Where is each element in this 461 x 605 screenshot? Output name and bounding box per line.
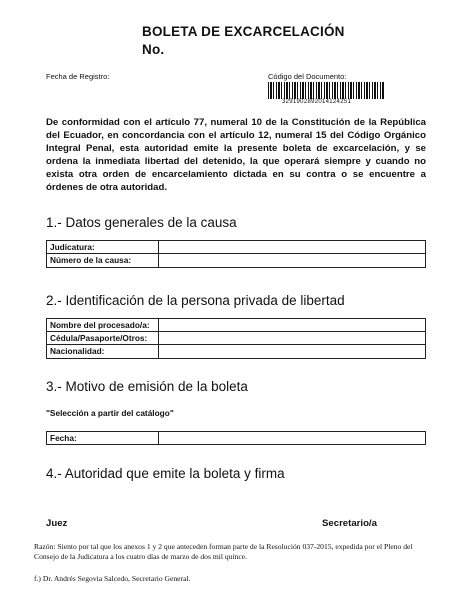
secretary-signature-note: f.) Dr. Andrés Segovia Salcedo, Secretario General. (34, 574, 191, 583)
nombre-procesado-label: Nombre del procesado/a: (47, 319, 159, 331)
numero-causa-label: Número de la causa: (47, 254, 159, 267)
document-number-label: No. (142, 42, 165, 57)
fecha-table (46, 431, 426, 445)
judicatura-field[interactable] (159, 241, 425, 253)
nacionalidad-field[interactable] (159, 345, 425, 358)
barcode-number: 3291902892014124251 (282, 99, 352, 105)
section4-heading: 4.- Autoridad que emite la boleta y firma (46, 466, 285, 481)
barcode-image (268, 82, 384, 99)
table-row (47, 254, 425, 267)
table-row (47, 345, 425, 358)
causa-table (46, 240, 426, 268)
section1-heading: 1.- Datos generales de la causa (46, 215, 237, 230)
intro-paragraph: De conformidad con el artículo 77, numeral 10 de la Constitución de la República del Ecuador, en concordancia con el artículo 12, numeral 15 del Código Orgánico Integral Penal, esta autoridad emite la presente boleta de excarcelación, y se ordena la inmediata libertad del detenido, la que operará siempre y cuando no exista otra orden de encarcelamiento dictada en su contra o se encuentre a órdenes de otra autoridad. (46, 117, 426, 193)
numero-causa-field[interactable] (159, 254, 425, 267)
table-row (47, 241, 425, 254)
table-row (47, 319, 425, 332)
catalog-note: "Selección a partir del catálogo" (46, 408, 174, 418)
cedula-pasaporte-field[interactable] (159, 332, 425, 344)
nacionalidad-label: Nacionalidad: (47, 345, 159, 358)
section2-heading: 2.- Identificación de la persona privada de libertad (46, 293, 345, 308)
table-row (47, 332, 425, 345)
document-title: BOLETA DE EXCARCELACIÓN (142, 24, 345, 39)
fecha-field[interactable] (159, 432, 425, 445)
nombre-procesado-field[interactable] (159, 319, 425, 331)
codigo-documento-label: Código del Documento: (268, 72, 347, 81)
juez-signature-label: Juez (46, 518, 68, 529)
persona-table (46, 318, 426, 359)
fecha-label: Fecha: (47, 432, 159, 445)
judicatura-label: Judicatura: (47, 241, 159, 253)
cedula-pasaporte-label: Cédula/Pasaporte/Otros: (47, 332, 159, 344)
section3-heading: 3.- Motivo de emisión de la boleta (46, 379, 248, 394)
razon-note: Razón: Siento por tal que los anexos 1 y 2 que anteceden forman parte de la Resolución 037-2015, expedida por el Pleno del Consejo de la Judicatura a los cuatro días de marzo de dos mil quince. (34, 542, 413, 561)
fecha-registro-label: Fecha de Registro: (46, 72, 110, 81)
table-row (47, 432, 425, 445)
secretario-signature-label: Secretario/a (322, 518, 377, 529)
